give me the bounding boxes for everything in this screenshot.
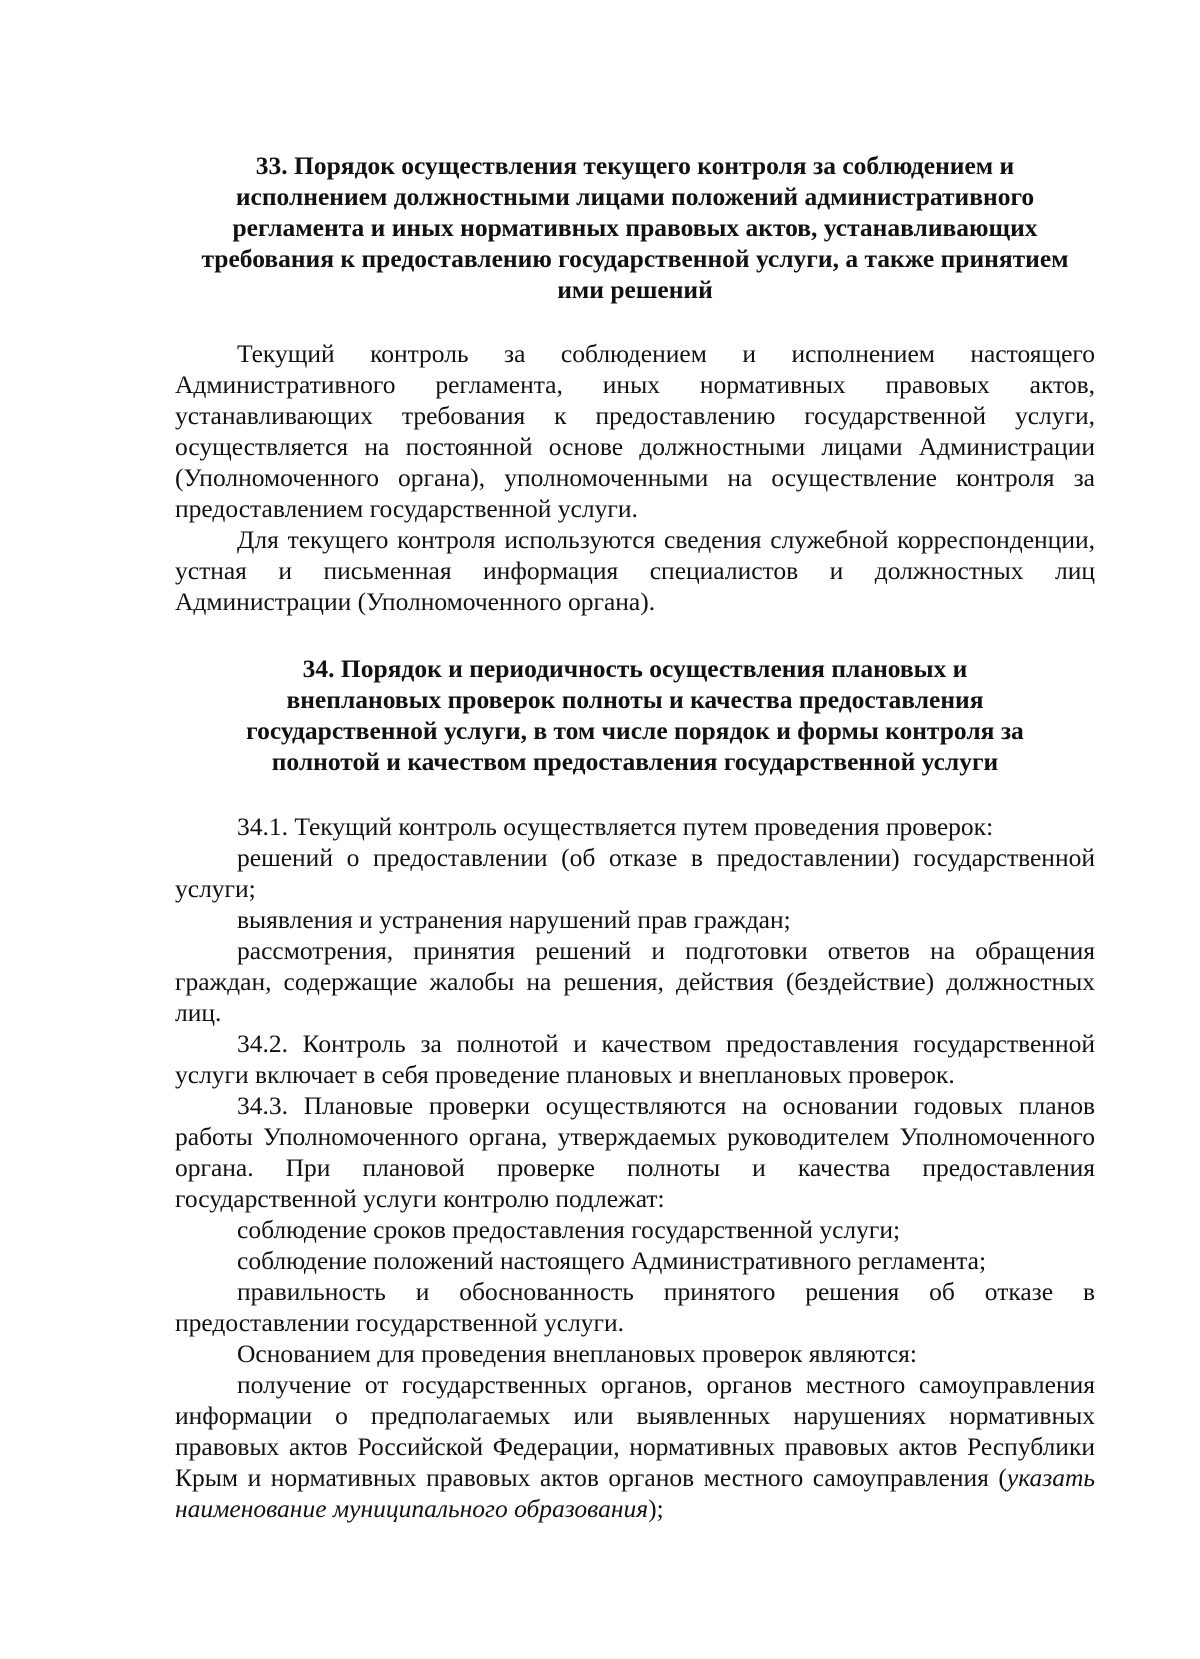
paragraph: Для текущего контроля используются сведения служебной корреспонденции, устная и письменная информация специалистов и должностных лиц Администрации (Уполномоченного органа).: [175, 525, 1095, 616]
paragraph: соблюдение положений настоящего Административного регламента;: [237, 1246, 987, 1275]
section-34-heading: [175, 653, 1095, 777]
document-page: [175, 150, 1095, 1524]
heading-line: 33. Порядок осуществления текущего контроля за соблюдением и: [255, 151, 1015, 180]
heading-line: государственной услуги, в том числе порядок и формы контроля за: [246, 716, 1024, 745]
heading-line: исполнением должностными лицами положений административного: [235, 182, 1035, 211]
paragraph-italic-text: указать наименование муниципального образования: [175, 1463, 1095, 1523]
paragraph: решений о предоставлении (об отказе в предоставлении) государственной услуги;: [175, 843, 1095, 903]
heading-line: регламента и иных нормативных правовых актов, устанавливающих: [232, 213, 1038, 242]
heading-line: внеплановых проверок полноты и качества предоставления: [286, 685, 984, 714]
paragraph: 34.3. Плановые проверки осуществляются на основании годовых планов работы Уполномоченного органа, утверждаемых руководителем Уполномоченного органа. При плановой проверке полноты и качества предоставления государственной услуги контролю подлежат:: [175, 1091, 1095, 1213]
paragraph: Текущий контроль за соблюдением и исполнением настоящего Административного регламента, иных нормативных правовых актов, устанавливающих требования к предоставлению государственной услуги, осуществляется на постоянной основе должностными лицами Администрации (Уполномоченного органа), уполномоченными на осуществление контроля за предоставлением государственной услуги.: [175, 339, 1095, 523]
heading-line: ими решений: [557, 275, 713, 304]
paragraph: 34.2. Контроль за полнотой и качеством предоставления государственной услуги включает в себя проведение плановых и внеплановых проверок.: [175, 1029, 1095, 1089]
paragraph: Основанием для проведения внеплановых проверок являются:: [237, 1339, 917, 1368]
paragraph: правильность и обоснованность принятого решения об отказе в предоставлении государственной услуги.: [175, 1277, 1095, 1337]
section-33-heading: [175, 150, 1095, 305]
paragraph-tail: );: [648, 1494, 664, 1523]
paragraph-last: [175, 1369, 1095, 1524]
paragraph-text: получение от государственных органов, органов местного самоуправления информации о предполагаемых или выявленных нарушениях нормативных правовых актов Российской Федерации, нормативных правовых актов Республики Крым и нормативных правовых актов органов местного самоуправления (: [175, 1370, 1095, 1492]
paragraph: соблюдение сроков предоставления государственной услуги;: [237, 1215, 901, 1244]
paragraph: выявления и устранения нарушений прав граждан;: [237, 905, 791, 934]
heading-line: требования к предоставлению государственной услуги, а также принятием: [201, 244, 1069, 273]
paragraph: рассмотрения, принятия решений и подготовки ответов на обращения граждан, содержащие жалобы на решения, действия (бездействие) должностных лиц.: [175, 936, 1095, 1027]
heading-line: полнотой и качеством предоставления государственной услуги: [271, 747, 999, 776]
paragraph: 34.1. Текущий контроль осуществляется путем проведения проверок:: [237, 812, 994, 841]
heading-line: 34. Порядок и периодичность осуществления плановых и: [302, 654, 968, 683]
